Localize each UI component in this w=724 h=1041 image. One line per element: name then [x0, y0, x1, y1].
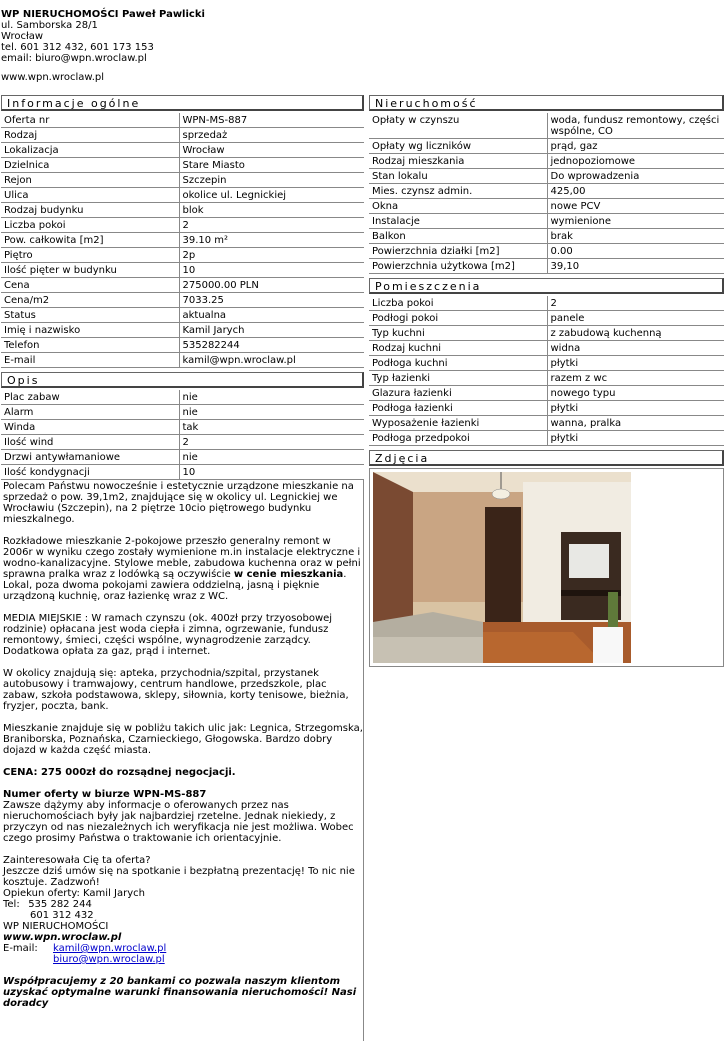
email-link-biuro[interactable]: biuro@wpn.wroclaw.pl — [53, 954, 165, 965]
row-value: prąd, gaz — [547, 139, 724, 154]
agency-street: ul. Samborska 28/1 — [1, 20, 98, 31]
table-row — [1, 405, 364, 420]
agency-website: www.wpn.wroclaw.pl — [1, 72, 104, 83]
row-label: Glazura łazienki — [369, 386, 547, 401]
row-label: E-mail — [1, 353, 179, 368]
row-value: panele — [547, 311, 724, 326]
row-label: Powierzchnia użytkowa [m2] — [369, 259, 547, 274]
row-label: Opłaty w czynszu — [369, 113, 547, 139]
table-row — [1, 420, 364, 435]
row-label: Podłoga łazienki — [369, 401, 547, 416]
row-value: jednopoziomowe — [547, 154, 724, 169]
row-label: Rodzaj — [1, 128, 179, 143]
row-label: Status — [1, 308, 179, 323]
row-value: woda, fundusz remontowy, części wspólne, CO — [547, 113, 724, 139]
row-value: Kamil Jarych — [179, 323, 364, 338]
table-row — [1, 173, 364, 188]
row-value: 10 — [179, 263, 364, 278]
email-link-kamil[interactable]: kamil@wpn.wroclaw.pl — [53, 943, 167, 954]
general-table — [1, 113, 364, 368]
row-label: Dzielnica — [1, 158, 179, 173]
row-value: widna — [547, 341, 724, 356]
row-label: Podłoga kuchni — [369, 356, 547, 371]
table-row — [1, 435, 364, 450]
row-label: Typ łazienki — [369, 371, 547, 386]
row-value: razem z wc — [547, 371, 724, 386]
row-label: Imię i nazwisko — [1, 323, 179, 338]
living-room-photo — [373, 472, 720, 663]
table-row — [1, 278, 364, 293]
agency-phone: tel. 601 312 432, 601 173 153 — [1, 42, 154, 53]
row-value: 275000.00 PLN — [179, 278, 364, 293]
table-row — [1, 188, 364, 203]
section-rooms-title: Pomieszczenia — [369, 278, 724, 294]
row-label: Ilość kondygnacji — [1, 465, 179, 480]
row-label: Cena — [1, 278, 179, 293]
row-value: płytki — [547, 356, 724, 371]
contact-block: Zainteresowała Cię ta oferta? Jeszcze dziś umów się na spotkanie i bezpłatną prezentację! To nic nie kosztuje. Zadzwoń! Opiekun oferty: Kamil Jarych Tel: 535 282 244 601 312 432 WP NIERUCHOMOŚCI www.wpn.wroclaw.pl E-mail: kamil@wpn.wroclaw.pl biuro@wpn.wroclaw.pl Współpracujemy z 20 bankami co pozwala naszym klientom uzyskać optymalne warunki finansowania nieruchomości! Nasi doradcy — [3, 855, 357, 1009]
apartment-photo[interactable] — [373, 472, 720, 663]
row-label: Instalacje — [369, 214, 547, 229]
table-row — [1, 450, 364, 465]
row-value: 2 — [547, 296, 724, 311]
table-row — [369, 386, 724, 401]
row-label: Podłogi pokoi — [369, 311, 547, 326]
table-row — [369, 341, 724, 356]
row-value: nowego typu — [547, 386, 724, 401]
table-row — [369, 296, 724, 311]
row-value: nie — [179, 450, 364, 465]
price-line: CENA: 275 000zł do rozsądnej negocjacji. — [3, 767, 236, 778]
row-value: 39,10 — [547, 259, 724, 274]
row-value: kamil@wpn.wroclaw.pl — [179, 353, 364, 368]
row-label: Telefon — [1, 338, 179, 353]
table-row — [369, 259, 724, 274]
row-label: Rodzaj budynku — [1, 203, 179, 218]
row-label: Rodzaj mieszkania — [369, 154, 547, 169]
section-photos-title: Zdjęcia — [369, 450, 724, 466]
table-row — [1, 465, 364, 480]
row-label: Pow. całkowita [m2] — [1, 233, 179, 248]
row-value: 535282244 — [179, 338, 364, 353]
disclaimer: Numer oferty w biurze WPN-MS-887 Zawsze dążymy aby informacje o oferowanych przez nas nieruchomościach były jak najbardziej rzetelne. Jednak niekiedy, z przyczyn od nas niezależnych ich weryfikacja nie jest możliwa. Wobec czego prosimy Państwa o traktowanie ich orientacyjnie. — [3, 789, 354, 844]
table-row — [369, 229, 724, 244]
agency-city: Wrocław — [1, 31, 44, 42]
table-row — [1, 323, 364, 338]
row-label: Typ kuchni — [369, 326, 547, 341]
row-value: blok — [179, 203, 364, 218]
agency-name: WP NIERUCHOMOŚCI Paweł Pawlicki — [1, 9, 205, 20]
table-row — [1, 308, 364, 323]
table-row — [1, 390, 364, 405]
description-paragraph: MEDIA MIEJSKIE : W ramach czynszu (ok. 400zł przy trzyosobowej rodzinie) opłacana jest woda ciepła i zimna, ogrzewanie, fundusz remontowy, śmieci, części wspólne, wynagrodzenie zarządcy. Dodatkowa opłata za gaz, prąd i internet. — [3, 613, 333, 657]
row-value: z zabudową kuchenną — [547, 326, 724, 341]
row-value: wymienione — [547, 214, 724, 229]
row-label: Ilość wind — [1, 435, 179, 450]
row-value: płytki — [547, 431, 724, 446]
table-row — [1, 263, 364, 278]
row-label: Rejon — [1, 173, 179, 188]
row-value: nie — [179, 390, 364, 405]
row-value: Wrocław — [179, 143, 364, 158]
table-row — [369, 169, 724, 184]
table-row — [369, 199, 724, 214]
opis-table — [1, 390, 364, 480]
table-row — [369, 113, 724, 139]
row-label: Mies. czynsz admin. — [369, 184, 547, 199]
table-row — [1, 143, 364, 158]
row-value: Szczepin — [179, 173, 364, 188]
table-row — [369, 416, 724, 431]
agency-email: email: biuro@wpn.wroclaw.pl — [1, 53, 147, 64]
table-row — [1, 353, 364, 368]
left-column — [1, 95, 364, 1041]
table-row — [369, 431, 724, 446]
table-row — [369, 154, 724, 169]
table-row — [369, 244, 724, 259]
table-row — [369, 356, 724, 371]
row-value: 2 — [179, 435, 364, 450]
row-label: Winda — [1, 420, 179, 435]
row-value: okolice ul. Legnickiej — [179, 188, 364, 203]
row-label: Cena/m2 — [1, 293, 179, 308]
description-paragraph: Polecam Państwu nowocześnie i estetycznie urządzone mieszkanie na sprzedaż o pow. 39,1m2, znajdujące się w okolicy ul. Legnickiej we Wrocławiu (Szczepin), na 2 piętrze 10cio piętrowego budynku mieszkalnego. — [3, 481, 354, 525]
table-row — [1, 338, 364, 353]
row-label: Lokalizacja — [1, 143, 179, 158]
description-paragraph: Mieszkanie znajduje się w pobliżu takich ulic jak: Legnica, Strzegomska, Braniborska, Poznańska, Czarnieckiego, Głogowska. Bardzo dobry dojazd w każda część miasta. — [3, 723, 363, 756]
table-row — [369, 326, 724, 341]
row-label: Powierzchnia działki [m2] — [369, 244, 547, 259]
row-label: Liczba pokoi — [369, 296, 547, 311]
row-label: Oferta nr — [1, 113, 179, 128]
row-value: Do wprowadzenia — [547, 169, 724, 184]
row-value: 7033.25 — [179, 293, 364, 308]
row-value: 39.10 m² — [179, 233, 364, 248]
section-general-title: Informacje ogólne — [1, 95, 364, 111]
property-table — [369, 113, 724, 274]
row-label: Drzwi antywłamaniowe — [1, 450, 179, 465]
rooms-table — [369, 296, 724, 446]
row-value: nie — [179, 405, 364, 420]
table-row — [369, 214, 724, 229]
description-paragraph: Rozkładowe mieszkanie 2-pokojowe przeszło generalny remont w 2006r w wyniku czego zostały wymienione m.in instalacje elektryczne i wodno-kanalizacyjne. Stylowe meble, zabudowa kuchenna oraz w pełni sprawna pralka wraz z lodówką są oczywiście w cenie mieszkania. Lokal, poza dwoma pokojami zawiera oddzielną, jasną i pięknie urządzoną kuchnię, oraz łazienkę wraz z WC. — [3, 536, 361, 602]
table-row — [369, 184, 724, 199]
table-row — [369, 371, 724, 386]
table-row — [1, 158, 364, 173]
row-label: Liczba pokoi — [1, 218, 179, 233]
row-label: Alarm — [1, 405, 179, 420]
row-label: Plac zabaw — [1, 390, 179, 405]
row-value: aktualna — [179, 308, 364, 323]
row-label: Wyposażenie łazienki — [369, 416, 547, 431]
row-value: sprzedaż — [179, 128, 364, 143]
table-row — [369, 311, 724, 326]
table-row — [1, 203, 364, 218]
row-value: 10 — [179, 465, 364, 480]
row-value: 0.00 — [547, 244, 724, 259]
row-value: wanna, pralka — [547, 416, 724, 431]
offer-description — [1, 480, 364, 1041]
row-label: Stan lokalu — [369, 169, 547, 184]
section-opis-title: Opis — [1, 372, 364, 388]
row-value: płytki — [547, 401, 724, 416]
row-value: 425,00 — [547, 184, 724, 199]
section-property-title: Nieruchomość — [369, 95, 724, 111]
row-value: 2p — [179, 248, 364, 263]
row-label: Opłaty wg liczników — [369, 139, 547, 154]
table-row — [1, 113, 364, 128]
table-row — [1, 128, 364, 143]
table-row — [1, 218, 364, 233]
row-label: Rodzaj kuchni — [369, 341, 547, 356]
row-value: tak — [179, 420, 364, 435]
table-row — [1, 248, 364, 263]
row-label: Piętro — [1, 248, 179, 263]
row-label: Podłoga przedpokoi — [369, 431, 547, 446]
right-column — [369, 95, 724, 667]
photo-gallery — [369, 468, 724, 667]
row-value: 2 — [179, 218, 364, 233]
row-label: Ilość pięter w budynku — [1, 263, 179, 278]
description-paragraph: W okolicy znajdują się: apteka, przychodnia/szpital, przystanek autobusowy i tramwajowy, centrum handlowe, przedszkole, plac zabaw, szkoła podstawowa, sklepy, siłownia, korty tenisowe, bieżnia, fryzjer, poczta, bank. — [3, 668, 349, 712]
row-label: Ulica — [1, 188, 179, 203]
table-row — [369, 139, 724, 154]
row-label: Okna — [369, 199, 547, 214]
row-value: WPN-MS-887 — [179, 113, 364, 128]
agency-header — [1, 9, 301, 83]
row-value: nowe PCV — [547, 199, 724, 214]
table-row — [1, 233, 364, 248]
table-row — [369, 401, 724, 416]
row-value: Stare Miasto — [179, 158, 364, 173]
row-label: Balkon — [369, 229, 547, 244]
table-row — [1, 293, 364, 308]
row-value: brak — [547, 229, 724, 244]
